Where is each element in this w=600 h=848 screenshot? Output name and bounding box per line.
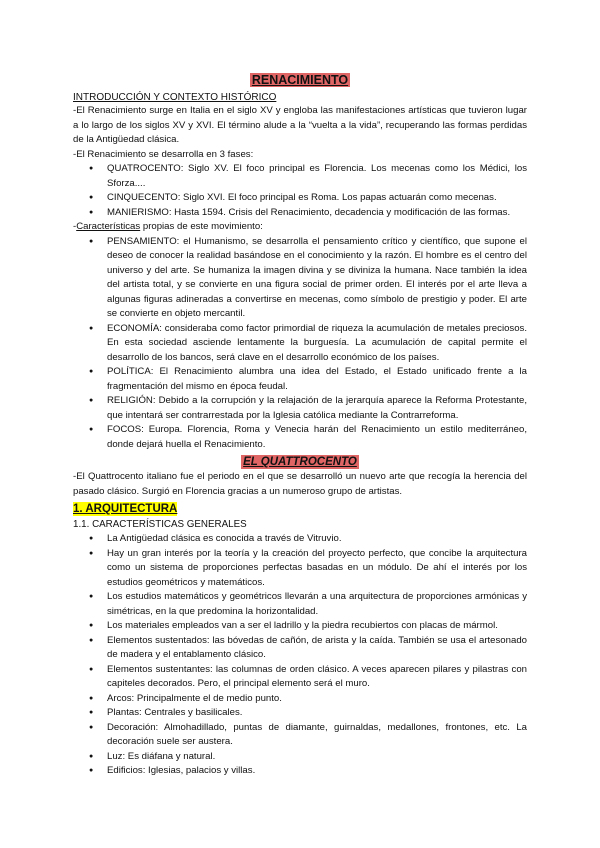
characteristic-item: ● POLÍTICA: El Renacimiento alumbra una idea del Estado, el Estado unificado frente a la fragmentación del mismo en época feudal. (107, 365, 527, 394)
characteristic-item: ● FOCOS: Europa. Florencia, Roma y Venecia harán del Renacimiento un estilo mediterráneo, donde dejará huella el Renacimiento. (107, 423, 527, 452)
arquitectura-subheading: 1.1. CARACTERÍSTICAS GENERALES (73, 519, 247, 530)
arq-item: ● Arcos: Principalmente el de medio punto. (107, 692, 527, 707)
char-prefix: - (73, 221, 77, 232)
arq-item: ● Edificios: Iglesias, palacios y villas. (107, 764, 527, 779)
arq-item: ● Luz: Es diáfana y natural. (107, 750, 527, 765)
arquitectura-heading: 1. ARQUITECTURA (73, 503, 178, 515)
characteristics-intro (73, 220, 527, 235)
phases-list (73, 162, 527, 220)
arq-item: ● Hay un gran interés por la teoría y la creación del proyecto perfecto, que concibe la arquitectura como un sistema de proporciones perfectas basadas en un módulo. De ahí el interés por los estudios geométricos y matemáticos. (107, 547, 527, 591)
characteristic-item: ● ECONOMÍA: consideraba como factor primordial de riqueza la acumulación de metales preciosos. En esta sociedad asciende lentamente la burguesía. La acumulación de capital permite el desarrollo de los bancos, será clave en el desarrollo económico de los países. (107, 322, 527, 366)
quattrocento-title: EL QUATTROCENTO (243, 456, 357, 468)
arq-item: ● Los materiales empleados van a ser el ladrillo y la piedra recubiertos con placas de mármol. (107, 619, 527, 634)
arq-item: ● Elementos sustentados: las bóvedas de cañón, de arista y la caída. También se usa el artesonado de madera y el entablamento clásico. (107, 634, 527, 663)
quattrocento-paragraph: -El Quattrocento italiano fue el periodo en el que se desarrolló un nuevo arte que recogía la herencia del pasado clásico. Surgió en Florencia gracias a un numeroso grupo de artistas. (73, 471, 527, 497)
intro-paragraph: -El Renacimiento surge en Italia en el siglo XV y engloba las manifestaciones artísticas que tuvieron lugar a lo largo de los siglos XV y XVI. El término alude a la “vuelta a la vida”, recuperando las formas perdidas de la Antigüedad clásica. (73, 105, 527, 145)
arq-heading-row (73, 499, 527, 517)
phase-item: ● MANIERISMO: Hasta 1594. Crisis del Renacimiento, decadencia y modificación de las formas. (107, 206, 527, 221)
characteristic-item: ● PENSAMIENTO: el Humanismo, se desarrolla el pensamiento crítico y científico, que supone el deseo de conocer la realidad basándose en el conocimiento y la razón. El hombre es el centro del universo y del arte. Se humaniza la imagen divina y se diviniza la humana. Nace también la idea del artista total, y se convierte en una figura social de primer orden. El interés por el arte lleva a algunas figuras adineradas a convertirse en mecenas, como símbolo de prestigio y poder. El arte se convierte en objeto mercantil. (107, 235, 527, 322)
arq-item: ● Plantas: Centrales y basilicales. (107, 706, 527, 721)
phase-item: ● QUATROCENTO: Siglo XV. El foco principal es Florencia. Los mecenas como los Médici, los Sforza.... (107, 162, 527, 191)
document-title: RENACIMIENTO (251, 73, 349, 87)
arquitectura-list (73, 532, 527, 779)
title-row (73, 71, 527, 89)
phases-intro: -El Renacimiento se desarrolla en 3 fases: (73, 148, 254, 160)
characteristic-item: ● RELIGIÓN: Debido a la corrupción y la relajación de la jerarquía aparece la Reforma Protestante, que intentará ser contrarrestada por la Iglesia católica mediante la Contrarreforma. (107, 394, 527, 423)
arq-item: ● Los estudios matemáticos y geométricos llevarán a una arquitectura de proporciones armónicas y simétricas, en la que predomina la horizontalidad. (107, 590, 527, 619)
characteristics-list (73, 235, 527, 453)
arq-item: ● La Antigüedad clásica es conocida a través de Vitruvio. (107, 532, 527, 547)
quattro-title-row (73, 452, 527, 470)
arq-item: ● Elementos sustentantes: las columnas de orden clásico. A veces aparecen pilares y pilastras con capiteles decorados. Pero, el principal elemento será el muro. (107, 663, 527, 692)
char-suffix: propias de este movimiento: (140, 221, 263, 232)
intro-heading: INTRODUCCIÓN Y CONTEXTO HISTÓRICO (73, 92, 277, 103)
char-word: Características (76, 221, 141, 232)
arq-item: ● Decoración: Almohadillado, puntas de diamante, guirnaldas, medallones, frontones, etc. La decoración suele ser austera. (107, 721, 527, 750)
phase-item: ● CINQUECENTO: Siglo XVI. El foco principal es Roma. Los papas actuarán como mecenas. (107, 191, 527, 206)
